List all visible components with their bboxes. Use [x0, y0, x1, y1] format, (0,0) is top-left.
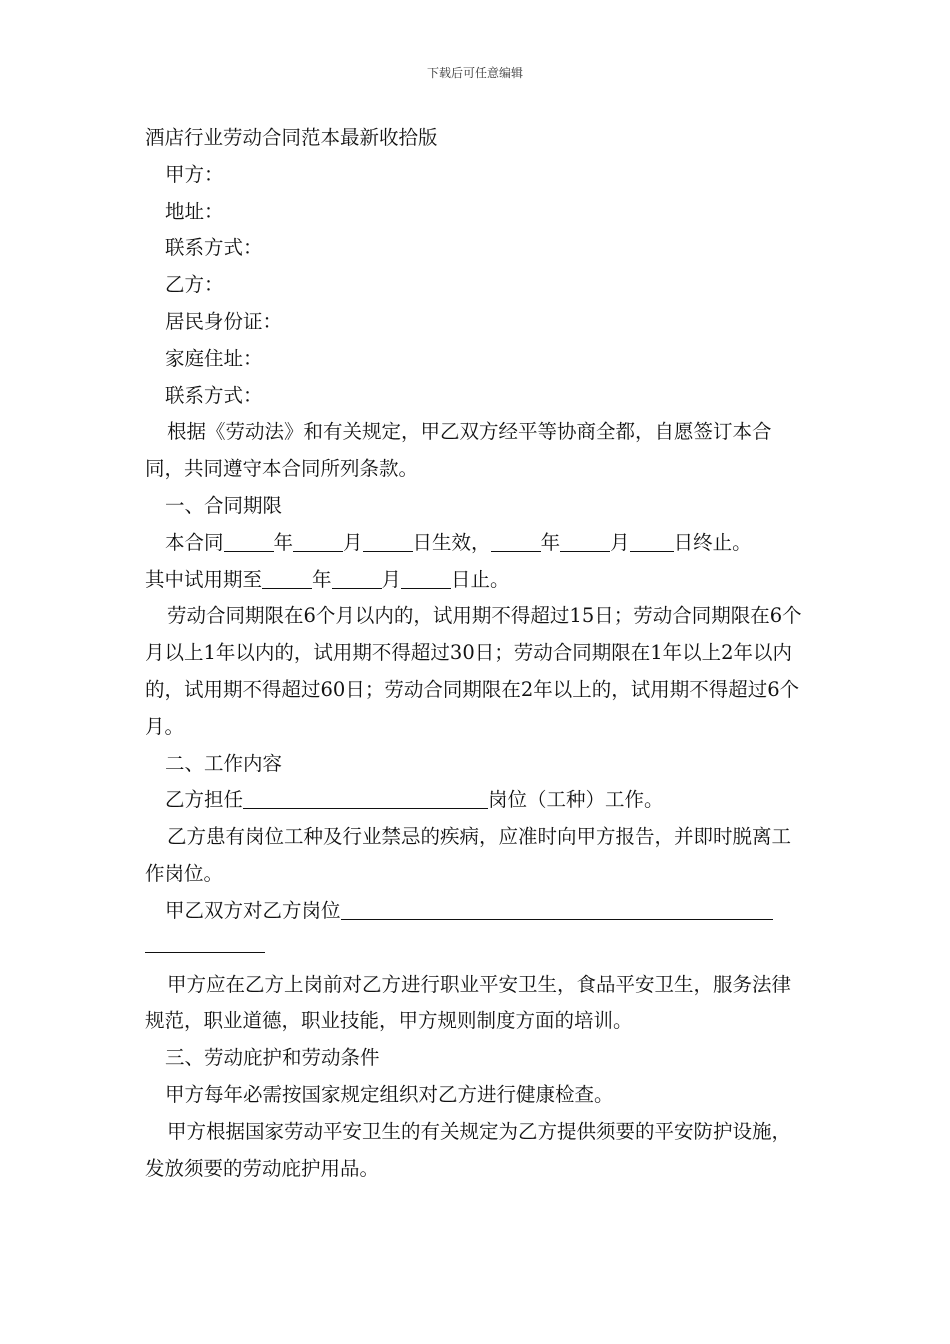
address-line: 地址： [165, 199, 224, 223]
id-card-line: 居民身份证： [165, 309, 283, 333]
term-text: 本合同 [165, 530, 224, 554]
post-agree-text: 甲乙双方对乙方岗位 [165, 898, 341, 922]
blank-field[interactable] [630, 529, 674, 552]
blank-field-continuation[interactable] [145, 930, 265, 953]
document-title: 酒店行业劳动合同范本最新收拾版 [145, 126, 438, 149]
blank-field[interactable] [293, 529, 343, 552]
section-2-heading: 二、工作内容 [165, 751, 283, 775]
trial-text: 月 [381, 567, 402, 591]
term-text: 日终止。 [673, 530, 752, 554]
trial-text: 其中试用期至 [145, 567, 263, 591]
term-text: 年 [273, 530, 294, 554]
contact-b-line: 联系方式： [165, 383, 263, 407]
contact-a-line: 联系方式： [165, 236, 263, 260]
term-line [145, 525, 810, 562]
trial-text: 日止。 [451, 567, 510, 591]
blank-field[interactable] [243, 786, 488, 809]
blank-field[interactable] [363, 529, 413, 552]
term-text: 月 [610, 530, 630, 554]
party-a-line: 甲方： [165, 162, 224, 186]
term-text: 月 [343, 530, 363, 554]
party-b-line: 乙方： [165, 273, 224, 297]
post-agree-line [145, 893, 810, 930]
intro-paragraph: 根据《劳动法》和有关规定，甲乙双方经平等协商全都，自愿签订本合同，共同遵守本合同所列条款。 [145, 420, 772, 481]
blank-field[interactable] [560, 529, 610, 552]
protection-paragraph: 甲方根据国家劳动平安卫生的有关规定为乙方提供须要的平安防护设施，发放须要的劳动庇护用品。 [145, 1119, 792, 1180]
blank-field[interactable] [401, 566, 451, 589]
page-header-note: 下载后可任意编辑 [426, 66, 523, 80]
trial-rules-paragraph: 劳动合同期限在6个月以内的，试用期不得超过15日；劳动合同期限在6个月以上1年以内的，试用期不得超过30日；劳动合同期限在1年以上2年以内的，试用期不得超过60日；劳动合同期限在2年以上的，试用期不得超过6个月。 [145, 604, 802, 738]
post-line [145, 782, 810, 819]
blank-field[interactable] [224, 529, 274, 552]
blank-field[interactable] [262, 566, 312, 589]
document-body [145, 120, 810, 1187]
health-check-line: 甲方每年必需按国家规定组织对乙方进行健康检查。 [165, 1082, 614, 1106]
section-1-heading: 一、合同期限 [165, 493, 283, 517]
blank-field[interactable] [341, 897, 773, 920]
post-text: 乙方担任 [165, 788, 244, 812]
trial-line [145, 562, 810, 599]
blank-field[interactable] [491, 529, 541, 552]
home-address-line: 家庭住址： [165, 346, 263, 370]
blank-field[interactable] [332, 566, 382, 589]
trial-text: 年 [312, 567, 332, 591]
post-text: 岗位（工种）工作。 [488, 788, 664, 812]
term-text: 年 [540, 530, 561, 554]
disease-paragraph: 乙方患有岗位工种及行业禁忌的疾病，应准时向甲方报告，并即时脱离工作岗位。 [145, 825, 792, 885]
section-3-heading: 三、劳动庇护和劳动条件 [165, 1046, 380, 1070]
training-paragraph: 甲方应在乙方上岗前对乙方进行职业平安卫生，食品平安卫生，服务法律规范，职业道德，职业技能，甲方规则制度方面的培训。 [145, 972, 792, 1033]
term-text: 日生效， [412, 530, 491, 554]
